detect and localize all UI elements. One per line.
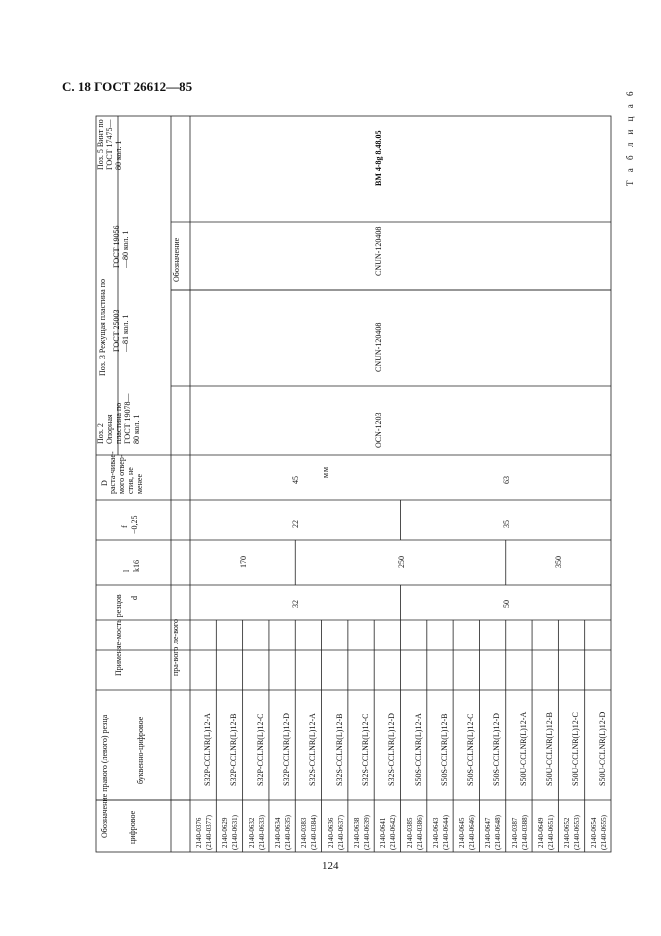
digital-cell: 2140-0385: [405, 817, 414, 848]
value-pos2: OCN-1203: [374, 412, 383, 448]
alnum-cell: S32P-CCLNR(L)12-D: [281, 713, 291, 786]
header-d: d: [130, 596, 139, 600]
digital-left-cell: (2140-0648): [494, 815, 503, 850]
value-l-350: 350: [554, 556, 564, 568]
header-left: ле-вого: [171, 618, 180, 644]
header-pos3b: ГОСТ 19056—80 кол. 1: [112, 225, 130, 268]
page-header: С. 18 ГОСТ 26612—85: [62, 79, 193, 94]
header-alphanumeric: буквенно-цифровое: [136, 716, 145, 784]
table-title: Т а б л и ц а 6: [625, 88, 635, 186]
value-D-45: 45: [291, 476, 301, 484]
alnum-cell: S32S-CCLNR(L)12-A: [308, 713, 318, 786]
alnum-cell: S32S-CCLNR(L)12-B: [334, 713, 344, 786]
digital-left-cell: (2140-0651): [547, 815, 556, 850]
digital-left-cell: (2140-0653): [573, 815, 582, 850]
header-f-tol: −0,25: [130, 515, 139, 534]
alnum-cell: S50S-CCLNR(L)12-A: [413, 713, 423, 786]
value-l-170: 170: [238, 556, 248, 568]
alnum-cell: S50U-CCLNR(L)12-A: [518, 711, 528, 786]
alnum-cell: S32P-CCLNR(L)12-B: [229, 713, 239, 786]
header-pos3a: ГОСТ 25003—81 кол. 1: [112, 309, 130, 352]
digital-cell: 2140-0654: [589, 817, 598, 848]
alnum-cell: S32P-CCLNR(L)12-A: [203, 713, 212, 786]
alnum-cell: S50S-CCLNR(L)12-B: [439, 713, 449, 786]
header-digital: цифровое: [128, 810, 137, 844]
value-d-32: 32: [291, 600, 301, 608]
value-f-22: 22: [291, 520, 301, 528]
header-l: l: [122, 569, 131, 572]
digital-cell: 2140-0632: [247, 817, 256, 848]
header-f: f: [120, 525, 129, 528]
value-pos3b: CNUN-120408: [374, 226, 383, 276]
digital-left-cell: (2140-0384): [310, 815, 319, 850]
digital-cell: 2140-0387: [510, 817, 519, 848]
header-pos5: Поз. 5 Винт по ГОСТ 17475—80 кол. 1: [96, 119, 123, 170]
digital-cell: 2140-0376: [195, 817, 203, 848]
header-D-desc: раста-чивае-мого отвер-стия, не менее: [108, 451, 144, 494]
digital-left-cell: (2140-0635): [283, 815, 292, 850]
header-group-designation: Обозначение правого (левого) резца: [100, 714, 109, 838]
header-designation: Обозначение: [172, 237, 181, 282]
header-pos3-group: Поз. 3 Режущая пластина по: [98, 278, 107, 376]
digital-left-cell: (2140-0631): [231, 815, 240, 850]
value-pos5: BM 4-8g 8.48.05: [374, 130, 383, 186]
digital-left-cell: (2140-0637): [336, 815, 345, 850]
header-pos2: Поз. 2 Опорная пластина по ГОСТ 19078—80 кол. 1: [96, 393, 141, 444]
digital-left-cell: (2140-0644): [441, 815, 450, 850]
value-d-50: 50: [501, 600, 511, 608]
digital-cell: 2140-0634: [273, 817, 282, 848]
alnum-cell: S32P-CCLNR(L)12-C: [255, 713, 265, 786]
digital-left-cell: (2140-0646): [468, 815, 477, 850]
page-number: 124: [322, 860, 339, 872]
alnum-cell: S50U-CCLNR(L)12-D: [597, 711, 607, 786]
header-D: D: [100, 480, 109, 486]
value-pos3a: CNUN-120408: [374, 322, 383, 372]
digital-cell: 2140-0647: [484, 817, 493, 848]
alnum-cell: S32S-CCLNR(L)12-C: [360, 713, 370, 786]
units-label: мм: [321, 465, 330, 478]
digital-cell: 2140-0383: [300, 817, 309, 848]
alnum-cell: S50U-CCLNR(L)12-C: [571, 712, 581, 786]
digital-cell: 2140-0652: [563, 817, 572, 848]
digital-cell: 2140-0641: [379, 817, 388, 848]
alnum-cell: S32S-CCLNR(L)12-D: [387, 713, 397, 786]
digital-cell: 2140-0649: [537, 817, 546, 848]
digital-left-cell: (2140-0633): [257, 815, 266, 850]
digital-cell: 2140-0636: [326, 817, 335, 848]
alnum-cell: S50U-CCLNR(L)12-B: [545, 712, 555, 786]
digital-cell: 2140-0629: [221, 817, 230, 848]
digital-left-cell: (2140-0642): [389, 815, 398, 850]
header-applicability: Применяе-мость резцов: [114, 594, 123, 676]
digital-left-cell: (2140-0655): [599, 815, 608, 850]
digital-left-cell: (2140-0639): [362, 815, 371, 850]
digital-left-cell: (2140-0388): [520, 815, 529, 850]
value-f-35: 35: [501, 520, 511, 528]
digital-left-cell: (2140-0377): [205, 815, 213, 850]
digital-left-cell: (2140-0386): [415, 815, 424, 850]
digital-cell: 2140-0638: [352, 817, 361, 848]
digital-cell: 2140-0645: [458, 817, 467, 848]
header-l-tol: k16: [132, 560, 141, 572]
alnum-cell: S50S-CCLNR(L)12-C: [466, 713, 476, 786]
header-right: пра-вого: [171, 646, 180, 676]
alnum-cell: S50S-CCLNR(L)12-D: [492, 713, 502, 786]
value-D-63: 63: [501, 476, 511, 484]
digital-cell: 2140-0643: [431, 817, 440, 848]
value-l-250: 250: [396, 556, 406, 568]
